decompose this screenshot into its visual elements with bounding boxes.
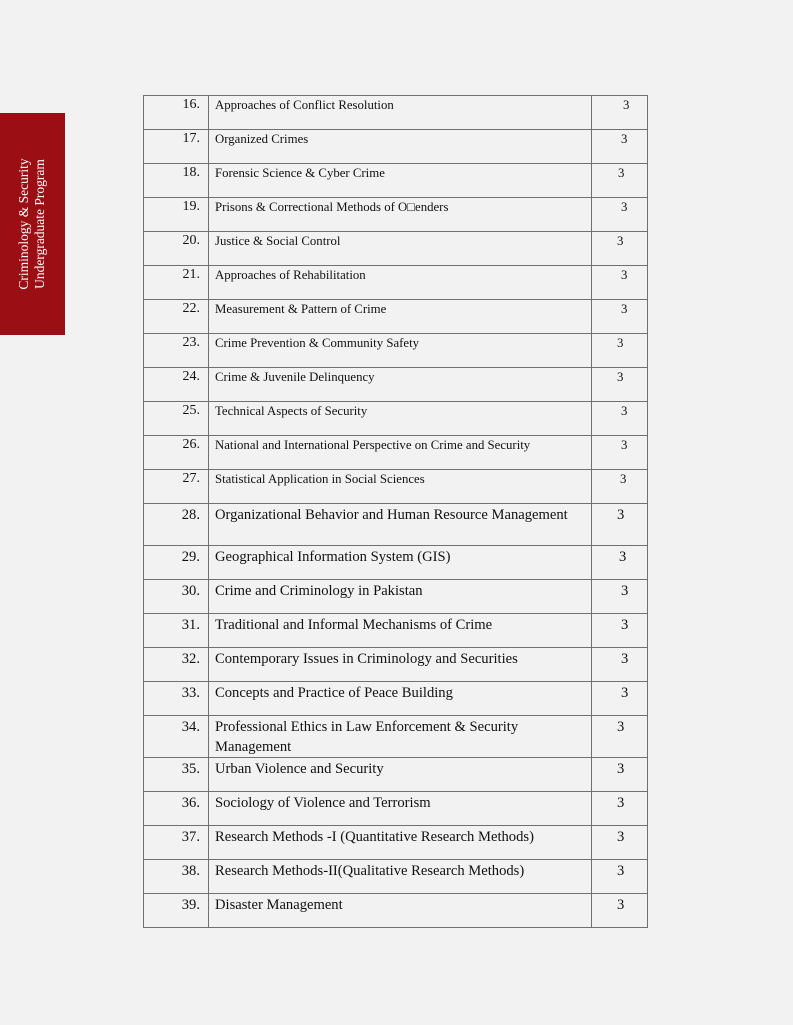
credit-hours: 3 <box>617 719 625 735</box>
side-tab-line-1: Criminology & Security <box>16 158 31 290</box>
course-title: Organizational Behavior and Human Resource Management <box>209 504 592 546</box>
credit-hours-cell <box>592 266 648 300</box>
course-number: 17. <box>144 130 209 164</box>
side-tab-label <box>16 158 48 289</box>
credit-hours: 3 <box>621 302 628 316</box>
table-row <box>144 232 648 266</box>
course-number: 33. <box>144 682 209 716</box>
credit-hours-cell <box>592 648 648 682</box>
credit-hours-cell <box>592 546 648 580</box>
course-title: Research Methods-II(Qualitative Research Methods) <box>209 860 592 894</box>
table-row <box>144 300 648 334</box>
course-number: 18. <box>144 164 209 198</box>
side-tab <box>0 113 65 335</box>
credit-hours-cell <box>592 580 648 614</box>
credit-hours: 3 <box>621 583 629 599</box>
credit-hours-cell <box>592 614 648 648</box>
course-title: Disaster Management <box>209 894 592 928</box>
table-row <box>144 758 648 792</box>
credit-hours: 3 <box>621 617 629 633</box>
course-number: 38. <box>144 860 209 894</box>
table-row <box>144 682 648 716</box>
credit-hours: 3 <box>617 761 625 777</box>
credit-hours: 3 <box>620 472 627 486</box>
credit-hours: 3 <box>617 234 624 248</box>
course-title: Traditional and Informal Mechanisms of Crime <box>209 614 592 648</box>
credit-hours: 3 <box>621 200 628 214</box>
table-row <box>144 164 648 198</box>
course-title: Research Methods -I (Quantitative Research Methods) <box>209 826 592 860</box>
credit-hours-cell <box>592 470 648 504</box>
credit-hours: 3 <box>621 651 629 667</box>
credit-hours-cell <box>592 716 648 758</box>
credit-hours: 3 <box>621 404 628 418</box>
course-number: 28. <box>144 504 209 546</box>
credit-hours-cell <box>592 826 648 860</box>
table-row <box>144 436 648 470</box>
table-row <box>144 96 648 130</box>
course-title: Professional Ethics in Law Enforcement & Security Management <box>209 716 592 758</box>
course-number: 26. <box>144 436 209 470</box>
course-number: 24. <box>144 368 209 402</box>
credit-hours: 3 <box>618 166 625 180</box>
course-number: 30. <box>144 580 209 614</box>
course-number: 21. <box>144 266 209 300</box>
credit-hours: 3 <box>617 507 625 523</box>
table-row <box>144 470 648 504</box>
credit-hours-cell <box>592 232 648 266</box>
course-number: 25. <box>144 402 209 436</box>
course-title: Statistical Application in Social Sciences <box>209 470 592 504</box>
credit-hours-cell <box>592 368 648 402</box>
course-title: Crime and Criminology in Pakistan <box>209 580 592 614</box>
table-row <box>144 504 648 546</box>
table-row <box>144 368 648 402</box>
course-number: 16. <box>144 96 209 130</box>
table-row <box>144 792 648 826</box>
course-title: Geographical Information System (GIS) <box>209 546 592 580</box>
credit-hours-cell <box>592 504 648 546</box>
credit-hours: 3 <box>617 829 625 845</box>
credit-hours-cell <box>592 860 648 894</box>
course-title: Forensic Science & Cyber Crime <box>209 164 592 198</box>
course-title: Crime Prevention & Community Safety <box>209 334 592 368</box>
table-row <box>144 334 648 368</box>
table-row <box>144 580 648 614</box>
credit-hours: 3 <box>617 370 624 384</box>
table-row <box>144 198 648 232</box>
course-number: 19. <box>144 198 209 232</box>
course-number: 37. <box>144 826 209 860</box>
credit-hours: 3 <box>617 795 625 811</box>
course-title: Organized Crimes <box>209 130 592 164</box>
table-row <box>144 716 648 758</box>
credit-hours-cell <box>592 300 648 334</box>
course-number: 32. <box>144 648 209 682</box>
course-title: National and International Perspective on Crime and Security <box>209 436 592 470</box>
credit-hours: 3 <box>621 268 628 282</box>
credit-hours-cell <box>592 130 648 164</box>
credit-hours: 3 <box>623 98 630 112</box>
credit-hours: 3 <box>621 132 628 146</box>
credit-hours-cell <box>592 894 648 928</box>
course-title: Justice & Social Control <box>209 232 592 266</box>
course-title: Contemporary Issues in Criminology and Securities <box>209 648 592 682</box>
credit-hours-cell <box>592 402 648 436</box>
course-number: 35. <box>144 758 209 792</box>
credit-hours-cell <box>592 436 648 470</box>
side-tab-line-2: Undergraduate Program <box>32 159 47 289</box>
course-title: Crime & Juvenile Delinquency <box>209 368 592 402</box>
credit-hours-cell <box>592 164 648 198</box>
credit-hours: 3 <box>621 685 629 701</box>
credit-hours-cell <box>592 334 648 368</box>
course-number: 31. <box>144 614 209 648</box>
table-row <box>144 894 648 928</box>
table-row <box>144 826 648 860</box>
table-row <box>144 402 648 436</box>
course-number: 20. <box>144 232 209 266</box>
course-number: 34. <box>144 716 209 758</box>
course-title: Approaches of Rehabilitation <box>209 266 592 300</box>
course-title: Approaches of Conflict Resolution <box>209 96 592 130</box>
credit-hours: 3 <box>617 897 625 913</box>
course-number: 27. <box>144 470 209 504</box>
credit-hours-cell <box>592 682 648 716</box>
course-title: Technical Aspects of Security <box>209 402 592 436</box>
table-row <box>144 648 648 682</box>
course-title: Measurement & Pattern of Crime <box>209 300 592 334</box>
course-number: 29. <box>144 546 209 580</box>
credit-hours: 3 <box>619 549 627 565</box>
course-number: 36. <box>144 792 209 826</box>
course-title: Concepts and Practice of Peace Building <box>209 682 592 716</box>
table-row <box>144 860 648 894</box>
course-table <box>143 95 648 928</box>
course-number: 39. <box>144 894 209 928</box>
course-number: 23. <box>144 334 209 368</box>
credit-hours: 3 <box>617 336 624 350</box>
table-row <box>144 130 648 164</box>
course-title: Sociology of Violence and Terrorism <box>209 792 592 826</box>
course-table-body <box>144 96 648 928</box>
course-title: Urban Violence and Security <box>209 758 592 792</box>
credit-hours: 3 <box>621 438 628 452</box>
table-row <box>144 546 648 580</box>
credit-hours-cell <box>592 198 648 232</box>
credit-hours-cell <box>592 96 648 130</box>
course-title: Prisons & Correctional Methods of O□enders <box>209 198 592 232</box>
course-number: 22. <box>144 300 209 334</box>
table-row <box>144 614 648 648</box>
credit-hours-cell <box>592 758 648 792</box>
credit-hours: 3 <box>617 863 625 879</box>
credit-hours-cell <box>592 792 648 826</box>
table-row <box>144 266 648 300</box>
